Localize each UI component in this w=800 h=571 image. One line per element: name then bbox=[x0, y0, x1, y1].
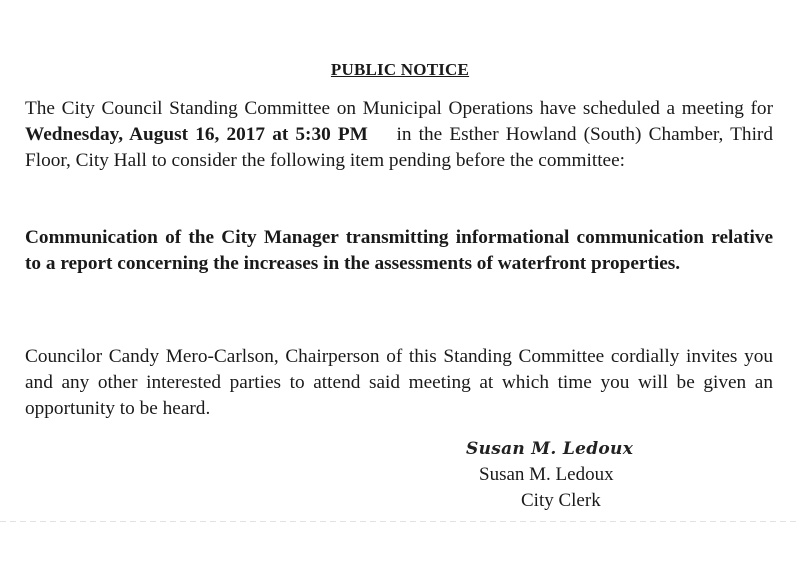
handwritten-signature: Susan M. Ledoux bbox=[466, 439, 634, 459]
scan-divider bbox=[0, 521, 800, 522]
signatory-name: Susan M. Ledoux bbox=[479, 464, 614, 485]
meeting-paragraph bbox=[25, 96, 778, 174]
signatory-title: City Clerk bbox=[521, 490, 601, 511]
invitation-paragraph: Councilor Candy Mero-Carlson, Chairperson of this Standing Committee cordially invites you and any other interested parties to attend said meeting at which time you will be given an opportunity to be heard. bbox=[25, 346, 773, 419]
meeting-text-intro: The City Council Standing Committee on Municipal Operations have scheduled a meeting for bbox=[25, 98, 773, 119]
agenda-item: Communication of the City Manager transmitting informational communication relative to a report concerning the increases in the assessments of waterfront properties. bbox=[25, 227, 773, 274]
notice-title: PUBLIC NOTICE bbox=[330, 60, 470, 79]
meeting-text-location: in the Esther Howland (South) Chamber, Third Floor, City Hall to consider the following item pending before the committee: bbox=[25, 124, 778, 171]
meeting-date-time: Wednesday, August 16, 2017 at 5:30 PM bbox=[25, 124, 368, 145]
